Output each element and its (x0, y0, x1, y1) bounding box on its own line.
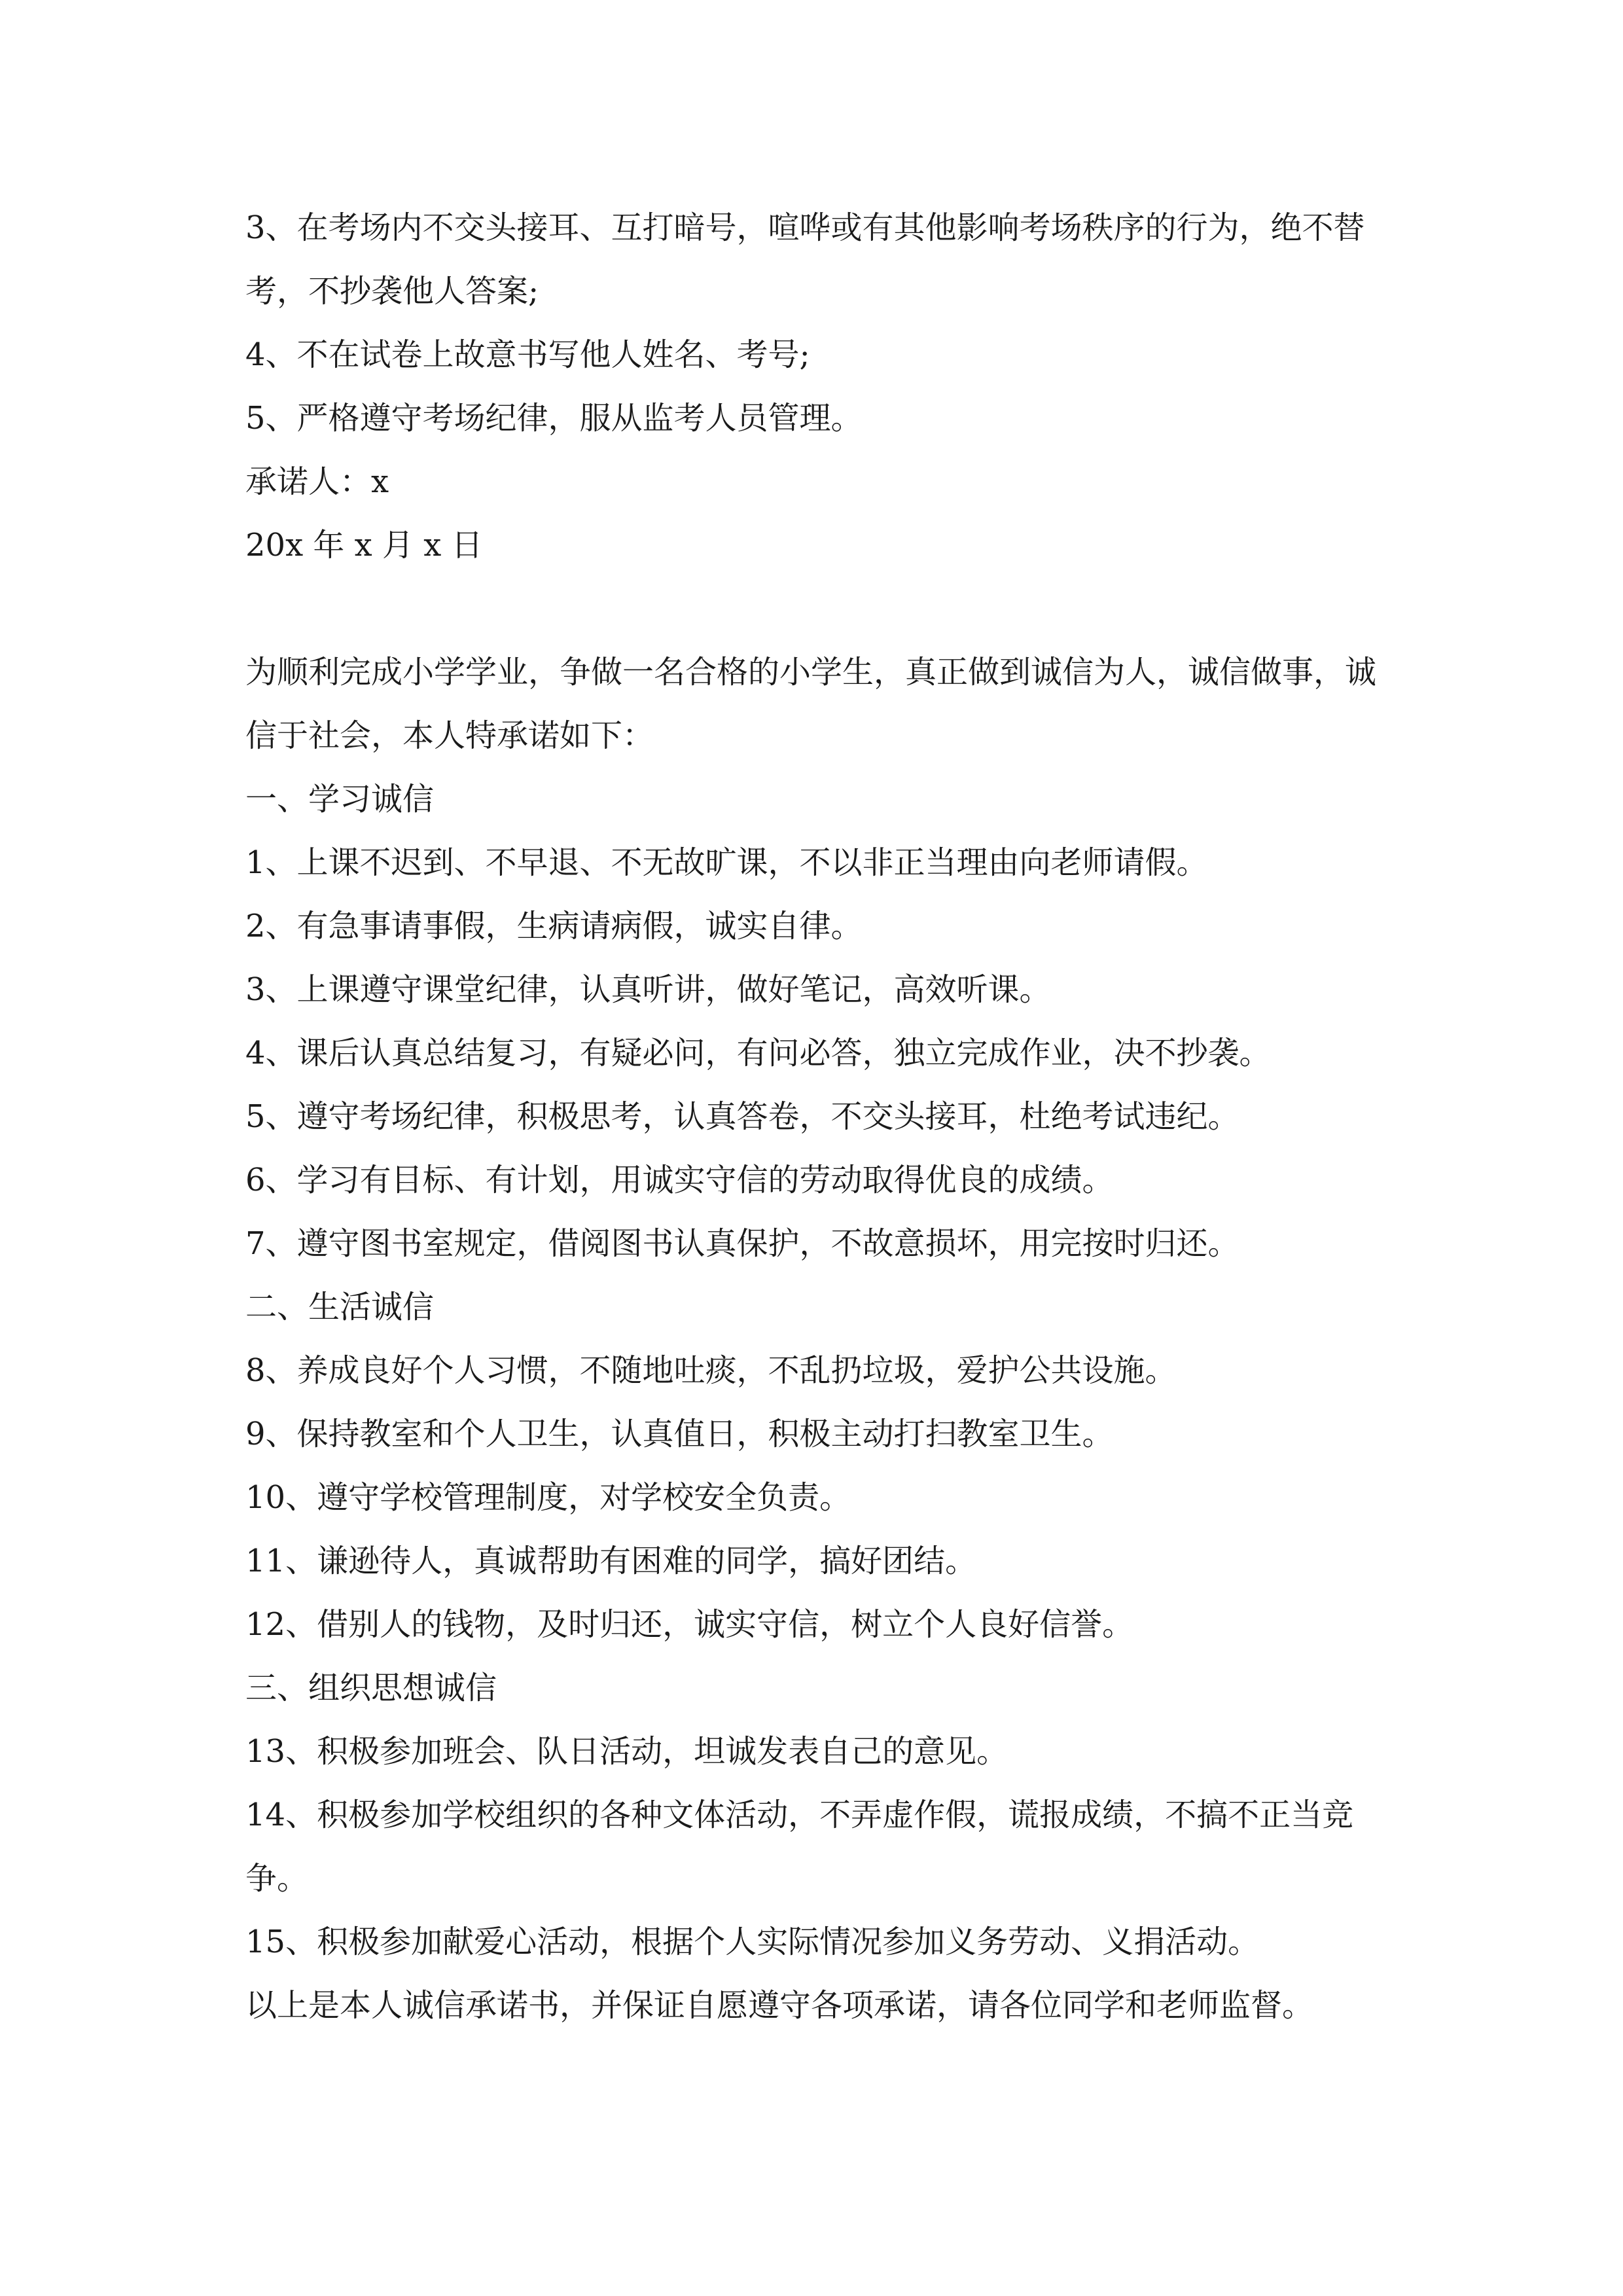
signer-line: 承诺人：x (245, 463, 389, 500)
pledge-item-5: 5、严格遵守考场纪律，服从监考人员管理。 (245, 400, 863, 437)
document-body (245, 196, 1397, 2037)
intro-paragraph: 为顺利完成小学学业，争做一名合格的小学生，真正做到诚信为人，诚信做事，诚信于社会，本人特承诺如下： (245, 654, 1377, 754)
life-item-11: 11、谦逊待人，真诚帮助有困难的同学，搞好团结。 (245, 1543, 977, 1579)
life-item-8: 8、养成良好个人习惯，不随地吐痰，不乱扔垃圾，爱护公共设施。 (245, 1352, 1177, 1389)
study-item-5: 5、遵守考场纪律，积极思考，认真答卷，不交头接耳，杜绝考试违纪。 (245, 1098, 1240, 1135)
org-item-13: 13、积极参加班会、队日活动，坦诚发表自己的意见。 (245, 1733, 1008, 1770)
life-item-12: 12、借别人的钱物，及时归还，诚实守信，树立个人良好信誉。 (245, 1606, 1134, 1643)
section-heading-life: 二、生活诚信 (245, 1289, 435, 1325)
org-item-15: 15、积极参加献爱心活动，根据个人实际情况参加义务劳动、义捐活动。 (245, 1924, 1260, 1960)
study-item-7: 7、遵守图书室规定，借阅图书认真保护，不故意损坏，用完按时归还。 (245, 1225, 1240, 1262)
life-item-10: 10、遵守学校管理制度，对学校安全负责。 (245, 1479, 851, 1516)
study-item-2: 2、有急事请事假，生病请病假，诚实自律。 (245, 908, 863, 944)
pledge-item-3: 3、在考场内不交头接耳、互打暗号，喧哗或有其他影响考场秩序的行为，绝不替考，不抄袭他人答案; (245, 209, 1365, 310)
study-item-4: 4、课后认真总结复习，有疑必问，有问必答，独立完成作业，决不抄袭。 (245, 1035, 1271, 1071)
section-heading-study: 一、学习诚信 (245, 781, 435, 817)
section-heading-organization: 三、组织思想诚信 (245, 1670, 497, 1706)
study-item-3: 3、上课遵守课堂纪律，认真听讲，做好笔记，高效听课。 (245, 971, 1051, 1008)
org-item-14: 14、积极参加学校组织的各种文体活动，不弄虚作假，谎报成绩，不搞不正当竞争。 (245, 1797, 1354, 1897)
life-item-9: 9、保持教室和个人卫生，认真值日，积极主动打扫教室卫生。 (245, 1416, 1114, 1452)
closing-statement: 以上是本人诚信承诺书，并保证自愿遵守各项承诺，请各位同学和老师监督。 (245, 1987, 1314, 2024)
study-item-1: 1、上课不迟到、不早退、不无故旷课，不以非正当理由向老师请假。 (245, 844, 1208, 881)
pledge-item-4: 4、不在试卷上故意书写他人姓名、考号; (245, 336, 810, 373)
section-gap (245, 577, 1397, 641)
date-line: 20x 年 x 月 x 日 (245, 527, 483, 564)
study-item-6: 6、学习有目标、有计划，用诚实守信的劳动取得优良的成绩。 (245, 1162, 1114, 1198)
